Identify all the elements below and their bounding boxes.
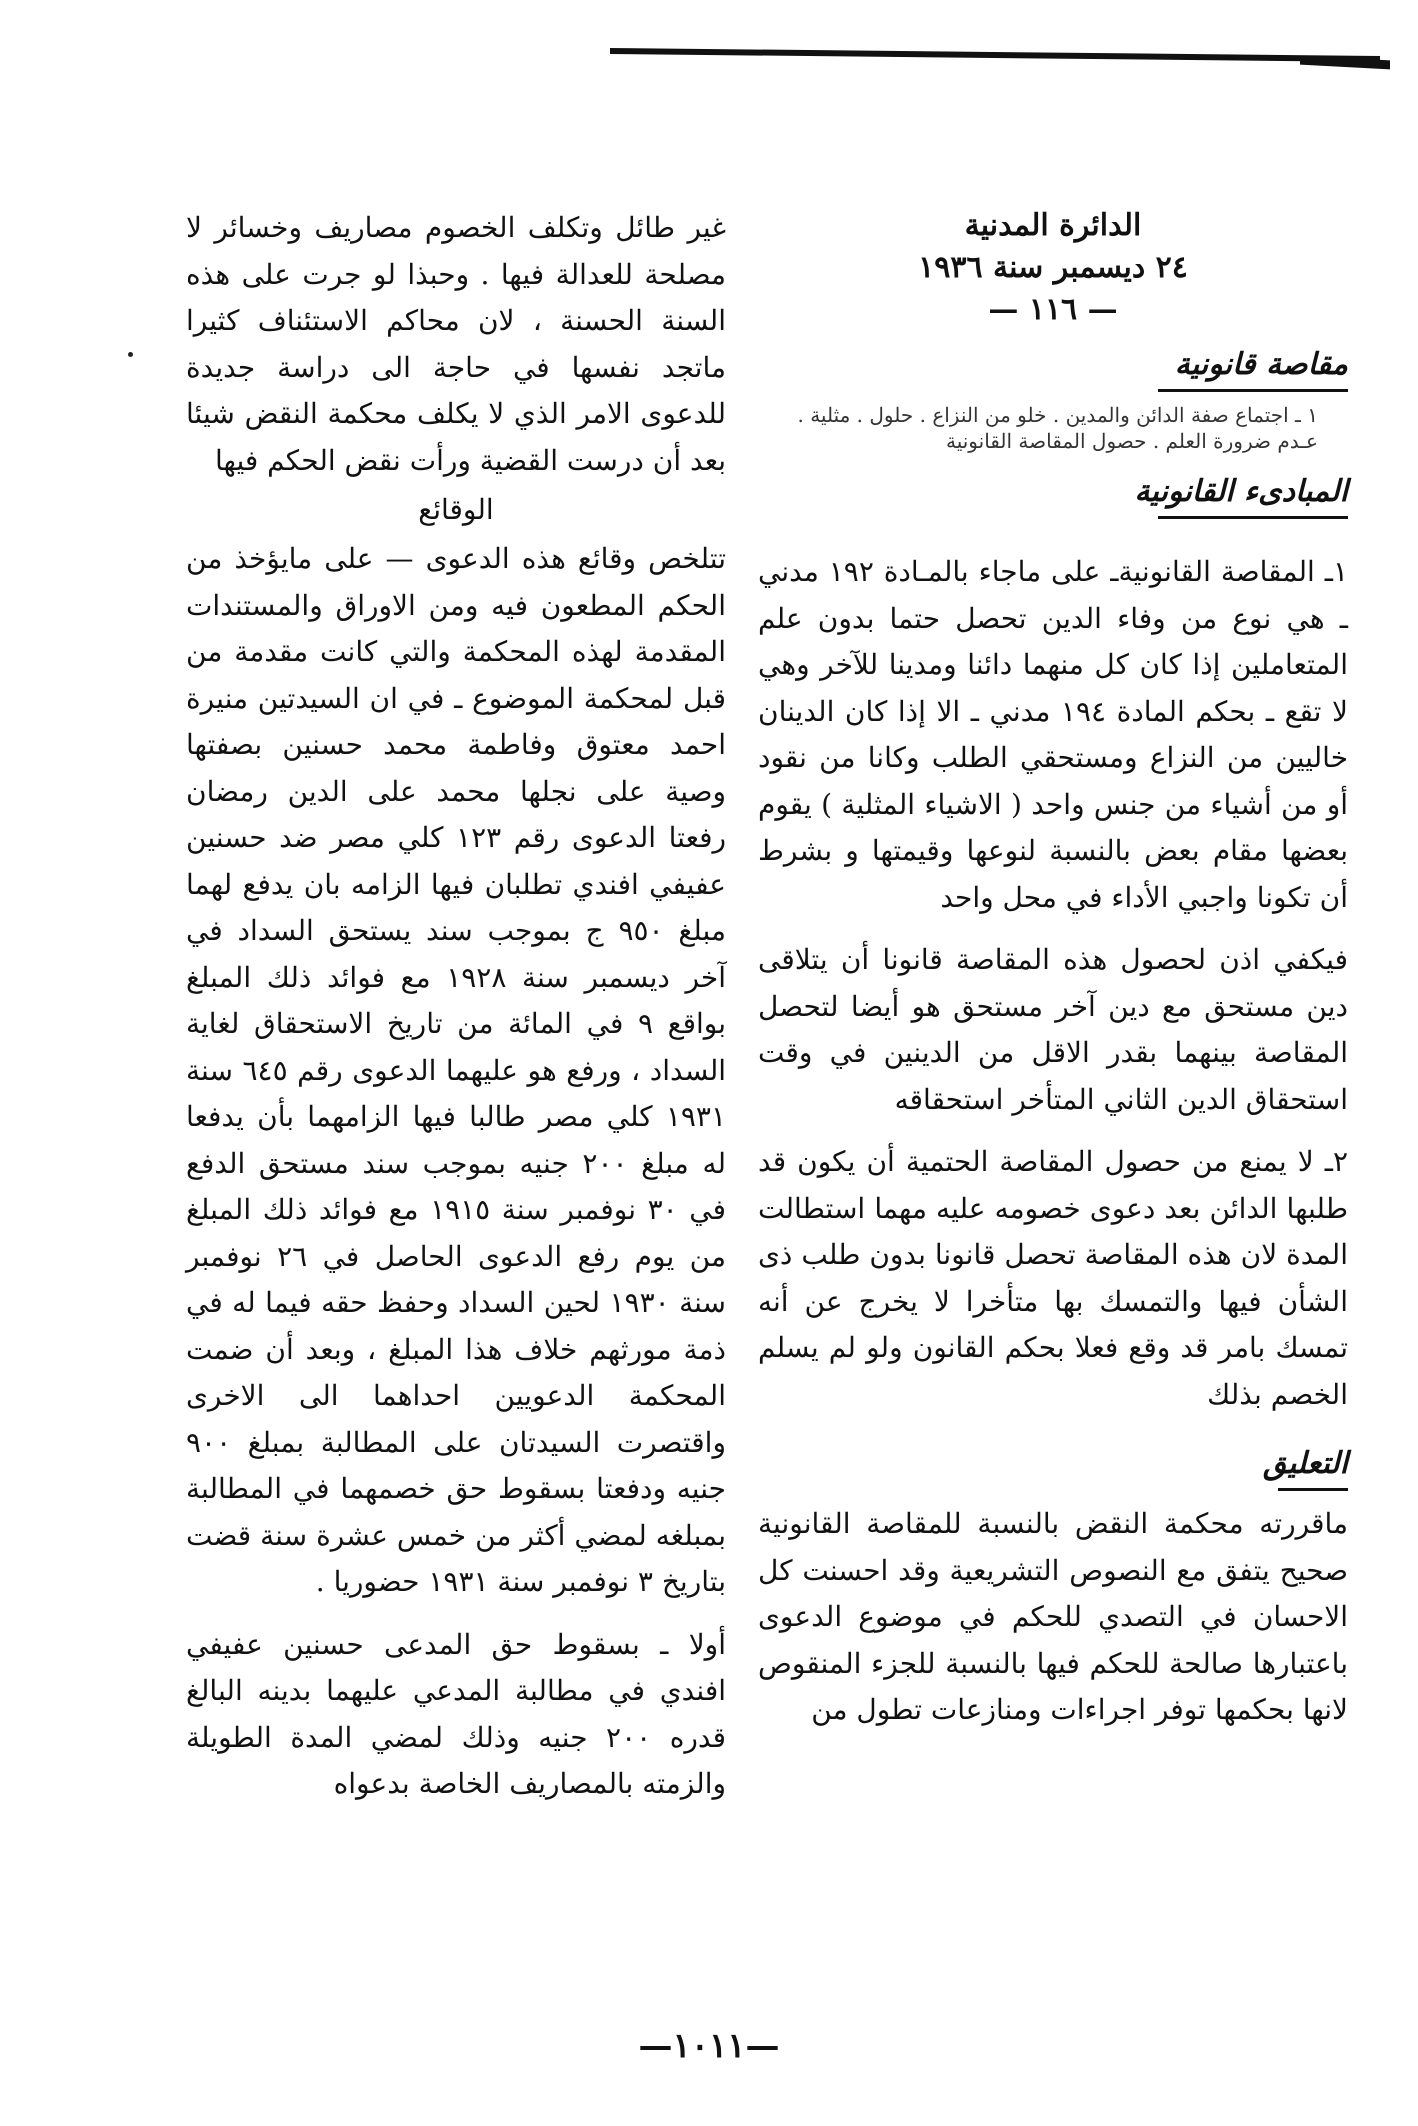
court-name: الدائرة المدنية: [964, 208, 1142, 243]
margin-dot: [128, 352, 133, 357]
subject-summary: ١ ـ اجتماع صفة الدائن والمدين . خلو من النزاع . حلول . مثلية . عـدم ضرورة العلم . حصول المقاصة القانونية: [797, 403, 1318, 453]
facts-paragraph: أولا ـ بسقوط حق المدعى حسنين عفيفي افندي في مطالبة المدعي عليهما بدينه البالغ قدره ٢٠٠ جنيه وذلك لمضي المدة الطويلة والزمته بالمصاريف الخاصة بدعواه: [186, 1627, 726, 1800]
principle-paragraph: ٢ـ لا يمنع من حصول المقاصة الحتمية أن يكون قد طلبها الدائن بعد دعوى خصومه عليه مهما استطالت المدة لان هذه المقاصة تحصل قانونا بدون طلب ذى الشأن فيها والتمسك بها متأخرا لا يخرج عن أنه تمسك بامر قد وقع فعلا بحكم القانون ولو لم يسلم الخصم بذلك: [758, 1145, 1348, 1411]
top-rule: [610, 48, 1380, 62]
left-column: [186, 205, 726, 1808]
principle-paragraph: فيكفي اذن لحصول هذه المقاصة قانونا أن يتلاقى دين مستحق مع دين آخر مستحق هو أيضا لتحصل المقاصة بينهما بقدر الاقل من الدينين في وقت استحقاق الدين الثاني المتأخر استحقاقه: [758, 943, 1348, 1116]
subject-title: مقاصة قانونية: [1174, 347, 1348, 382]
commentary-title-underline: [1278, 1488, 1348, 1491]
commentary-continuation: غير طائل وتكلف الخصوم مصاريف وخسائر لا مصلحة للعدالة فيها . وحبذا لو جرت على هذه السنة الحسنة ، لان محاكم الاستئناف كثيرا ماتجد نفسها في حاجة الى دراسة جديدة للدعوى الامر الذي لا يكلف محكمة النقض شيئا بعد أن درست القضية ورأت نقض الحكم فيها: [186, 211, 726, 477]
principles-title-underline: [1158, 516, 1348, 519]
principle-paragraph: ١ـ المقاصة القانونيةـ على ماجاء بالمـادة ١٩٢ مدني ـ هي نوع من وفاء الدين تحصل حتما بدون علم المتعاملين إذا كان كل منهما دائنا ومدينا للآخر وهي لا تقع ـ بحكم المادة ١٩٤ مدني ـ الا إذا كان الدينان خاليين من النزاع ومستحقي الطلب وكانا من نقود أو من أشياء من جنس واحد ( الاشياء المثلية ) يقوم بعضها مقام بعض بالنسبة لنوعها وقيمتها و بشرط أن تكونا واجبي الأداء في محل واحد: [758, 555, 1348, 914]
subject-title-underline: [1158, 389, 1348, 392]
principles-title: المبادىء القانونية: [1134, 474, 1348, 509]
facts-paragraph: تتلخص وقائع هذه الدعوى — على مايؤخذ من الحكم المطعون فيه ومن الاوراق والمستندات المقدمة لهذه المحكمة والتي كانت مقدمة من قبل لمحكمة الموضوع ـ في ان السيدتين منيرة احمد معتوق وفاطمة محمد حسنين بصفتها وصية على نجلها محمد على الدين رمضان رفعتا الدعوى رقم ١٢٣ كلي مصر ضد حسنين عفيفي افندي تطلبان فيها الزامه بان يدفع لهما مبلغ ٩٥٠ ج بموجب سند يستحق السداد في آخر ديسمبر سنة ١٩٢٨ مع فوائد ذلك المبلغ بواقع ٩ في المائة من تاريخ الاستحقاق لغاية السداد ، ورفع هو عليهما الدعوى رقم ٦٤٥ سنة ١٩٣١ كلي مصر طالبا فيها الزامهما بأن يدفعا له مبلغ ٢٠٠ جنيه بموجب سند مستحق الدفع في ٣٠ نوفمبر سنة ١٩١٥ مع فوائد ذلك المبلغ من يوم رفع الدعوى الحاصل في ٢٦ نوفمبر سنة ١٩٣٠ لحين السداد وحفظ حقه فيما له في ذمة مورثهم خلاف هذا المبلغ ، وبعد أن ضمت المحكمة الدعويين احداهما الى الاخرى واقتصرت السيدتان على المطالبة بمبلغ ٩٠٠ جنيه ودفعتا بسقوط حق خصمهما في المطالبة بمبلغه لمضي أكثر من خمس عشرة سنة قضت بتاريخ ٣ نوفمبر سنة ١٩٣١ حضوريا .: [186, 542, 727, 1598]
commentary-title: التعليق: [1262, 1446, 1348, 1481]
facts-title: الوقائع: [418, 493, 494, 526]
judgment-date: ٢٤ ديسمبر سنة ١٩٣٦: [918, 250, 1188, 285]
page-number: —١٠١١—: [638, 2026, 780, 2066]
commentary-paragraph: ماقررته محكمة النقض بالنسبة للمقاصة القانونية صحيح يتفق مع النصوص التشريعية وقد احسنت كل الاحسان في التصدي للحكم في موضوع الدعوى باعتبارها صالحة للحكم فيها بالنسبة للجزء المنقوص لانها بحكمها توفر اجراءات ومنازعات تطول من: [758, 1507, 1348, 1726]
case-number: — ١١٦ —: [988, 292, 1118, 327]
right-column: [758, 205, 1348, 1734]
